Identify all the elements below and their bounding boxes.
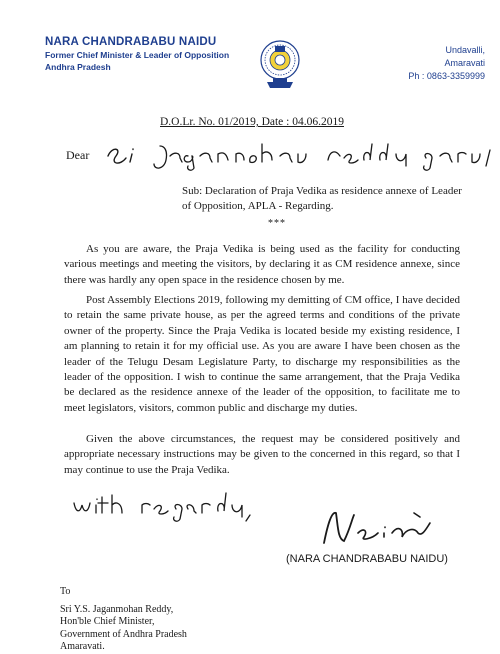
- recipient-line-4: Amaravati.: [60, 641, 105, 652]
- signature-mark: [318, 503, 438, 551]
- recipient-line-3: Government of Andhra Pradesh: [60, 628, 187, 640]
- recipient-to: To: [60, 586, 71, 597]
- letterhead-right: [408, 44, 485, 83]
- letterhead-city: Amaravati: [444, 58, 485, 68]
- recipient-line-2: Hon'ble Chief Minister,: [60, 616, 155, 627]
- body-paragraph-1: As you are aware, the Praja Vedika is being used as the facility for conducting various meetings and meeting the visitors, by declaring it as CM residence annexe, since there was hardly any open space in the residence chosen by me.: [64, 243, 460, 286]
- letterhead-name: NARA CHANDRABABU NAIDU: [45, 36, 217, 48]
- letterhead-state: Andhra Pradesh: [45, 62, 111, 72]
- subject-line: Sub: Declaration of Praja Vedika as residence annexe of Leader of Opposition, APLA - Regarding.: [182, 185, 462, 212]
- handwritten-closing: [70, 487, 260, 523]
- body-paragraph-2: Post Assembly Elections 2019, following my demitting of CM office, I have decided to retain the same private house, as per the agreed terms and conditions of the private owner of the property. Since the Praja Vedika is located beside my existing residence, I am planning to retain it for my official use. As you are aware I have been chosen as the leader of the Telugu Desam Legislature Party, to discharge my responsibilities as the leader of the opposition. I wish to continue the same arrangement, that the Praja Vedika be declared as the residence annexe of the leader of the opposition, to facilitate me to meet legislators, visitors, common public and discharge my duties.: [64, 294, 460, 414]
- salutation-dear: Dear: [66, 148, 90, 162]
- letterhead-role: Former Chief Minister & Leader of Opposition: [45, 50, 230, 60]
- recipient-line-1: Sri Y.S. Jaganmohan Reddy,: [60, 603, 174, 615]
- reference-line: D.O.Lr. No. 01/2019, Date : 04.06.2019: [160, 116, 344, 128]
- handwritten-salutation: [100, 136, 500, 172]
- body-paragraph-3: Given the above circumstances, the request may be considered positively and appropriate necessary instructions may be given to the concerned in this regard, so that I may continue to use the Praja Vedika.: [64, 433, 460, 476]
- separator-stars: ***: [268, 218, 286, 229]
- letterhead-phone: Ph : 0863-3359999: [408, 71, 485, 81]
- letterhead-place: Undavalli,: [445, 45, 485, 55]
- signer-name: (NARA CHANDRABABU NAIDU): [286, 553, 448, 565]
- state-emblem-icon: [259, 36, 301, 92]
- recipient-block: [60, 586, 187, 654]
- letterhead-left: [45, 36, 229, 72]
